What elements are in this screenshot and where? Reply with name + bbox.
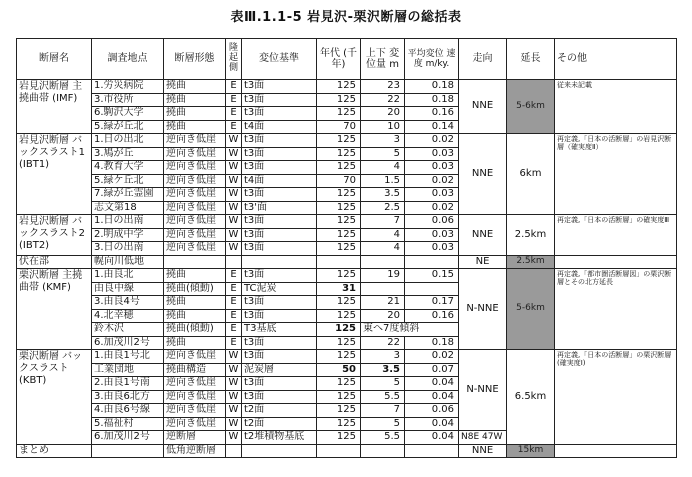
- fault-form: 逆向き低崖: [164, 188, 226, 202]
- uplift-side: E: [226, 282, 242, 296]
- offset-value: 20: [361, 309, 405, 323]
- table-body: [17, 80, 677, 458]
- rate-value: 0.02: [405, 201, 459, 215]
- rate-value: 0.04: [405, 417, 459, 431]
- header-length: 延長: [507, 39, 555, 80]
- strike-value: NNE: [459, 134, 507, 215]
- fault-form: 撓曲: [164, 120, 226, 134]
- fault-form: 逆向き低崖: [164, 377, 226, 391]
- header-offset: 上下 変位量 m: [361, 39, 405, 80]
- site-name: 4.教育大学: [92, 161, 164, 175]
- site-name: 工業団地: [92, 363, 164, 377]
- age-value: 31: [317, 282, 361, 296]
- rate-value: 0.18: [405, 93, 459, 107]
- fault-form: 逆向き低崖: [164, 161, 226, 175]
- fault-name: 栗沢断層 バックスラスト (KBT): [17, 350, 92, 445]
- marker-surface: t3面: [242, 188, 317, 202]
- age-value: 50: [317, 363, 361, 377]
- offset-value: 10: [361, 120, 405, 134]
- fault-form: 逆向き低崖: [164, 242, 226, 256]
- uplift-side: E: [226, 93, 242, 107]
- fault-form: 逆向き低崖: [164, 350, 226, 364]
- uplift-side: E: [226, 296, 242, 310]
- offset-value: 3.5: [361, 188, 405, 202]
- marker-surface: t4面: [242, 174, 317, 188]
- marker-surface: t3面: [242, 296, 317, 310]
- fault-form: 逆向き低崖: [164, 228, 226, 242]
- header-other: その他: [555, 39, 677, 80]
- empty-cell: [405, 444, 459, 458]
- site-name: 1.日の出南: [92, 215, 164, 229]
- strike-value: N-NNE: [459, 269, 507, 350]
- uplift-side: E: [226, 80, 242, 94]
- uplift-side: W: [226, 363, 242, 377]
- uplift-side: W: [226, 228, 242, 242]
- header-form: 断層形態: [164, 39, 226, 80]
- fault-form: 逆向き低崖: [164, 174, 226, 188]
- marker-surface: t3面: [242, 134, 317, 148]
- header-uplift: 隆起側: [226, 39, 242, 80]
- site-name: 5.緑が丘北: [92, 120, 164, 134]
- empty-cell: [242, 444, 317, 458]
- empty-cell: [226, 255, 242, 269]
- marker-surface: t3面: [242, 80, 317, 94]
- marker-surface: t3面: [242, 390, 317, 404]
- site-name: 6.加茂川2号: [92, 431, 164, 445]
- site-name: 幌向川低地: [92, 255, 164, 269]
- uplift-side: W: [226, 350, 242, 364]
- site-name: 由良中線: [92, 282, 164, 296]
- table-title: 表Ⅲ.1.1-5 岩見沢-栗沢断層の総括表: [230, 10, 462, 25]
- offset-value: 5: [361, 147, 405, 161]
- uplift-side: W: [226, 134, 242, 148]
- header-row: [17, 39, 677, 80]
- fault-form: 撓曲: [164, 80, 226, 94]
- length-value: 5-6km: [507, 80, 555, 134]
- fault-name: 伏在部: [17, 255, 92, 269]
- offset-value: 21: [361, 296, 405, 310]
- marker-surface: 泥炭層: [242, 363, 317, 377]
- rate-value: 0.04: [405, 390, 459, 404]
- site-name: 鈴木沢: [92, 323, 164, 337]
- strike-value: NNE: [459, 444, 507, 458]
- rate-value: 0.02: [405, 350, 459, 364]
- strike-value: N-NNE: [459, 350, 507, 431]
- age-value: 125: [317, 215, 361, 229]
- rate-value: 0.06: [405, 215, 459, 229]
- uplift-side: W: [226, 390, 242, 404]
- marker-surface: t3面: [242, 377, 317, 391]
- fault-form: 撓曲: [164, 269, 226, 283]
- rate-value: 0.03: [405, 228, 459, 242]
- other-note: 再定義,「日本の活断層」の栗沢断層(確実度Ⅰ): [555, 350, 677, 445]
- rate-value: 0.03: [405, 242, 459, 256]
- fault-form: 撓曲(傾動): [164, 282, 226, 296]
- offset-value: 23: [361, 80, 405, 94]
- site-name: 1.由良北: [92, 269, 164, 283]
- empty-cell: [92, 444, 164, 458]
- site-name: 7.緑が丘霊園: [92, 188, 164, 202]
- rate-value: 0.02: [405, 174, 459, 188]
- length-value: 6km: [507, 134, 555, 215]
- offset-value: 1.5: [361, 174, 405, 188]
- marker-surface: t3面: [242, 107, 317, 121]
- fault-form: 撓曲: [164, 296, 226, 310]
- uplift-side: E: [226, 107, 242, 121]
- fault-form: 撓曲: [164, 107, 226, 121]
- rate-value: 0.04: [405, 431, 459, 445]
- header-strike: 走向: [459, 39, 507, 80]
- age-value: 125: [317, 107, 361, 121]
- fault-name: 岩見沢断層 主撓曲帯 (IMF): [17, 80, 92, 134]
- offset-value: 2.5: [361, 201, 405, 215]
- rate-value: 0.17: [405, 296, 459, 310]
- site-name: 4.北幸穂: [92, 309, 164, 323]
- marker-surface: t2堆積物基底: [242, 431, 317, 445]
- age-value: 125: [317, 377, 361, 391]
- rate-value: 0.14: [405, 120, 459, 134]
- marker-surface: t3面: [242, 336, 317, 350]
- age-value: 125: [317, 296, 361, 310]
- table-row: [17, 134, 677, 148]
- age-value: 125: [317, 269, 361, 283]
- offset-value: 19: [361, 269, 405, 283]
- empty-cell: [226, 444, 242, 458]
- other-note: 再定義,「都市圏活断層図」の栗沢断層とその北方延長: [555, 269, 677, 350]
- site-name: 志文第18: [92, 201, 164, 215]
- offset-value: 4: [361, 242, 405, 256]
- offset-value: 5.5: [361, 390, 405, 404]
- other-note: 再定義,「日本の活断層」の岩見沢断層（確実度Ⅱ）: [555, 134, 677, 215]
- offset-value: 20: [361, 107, 405, 121]
- empty-cell: [242, 255, 317, 269]
- rate-value: 0.03: [405, 161, 459, 175]
- rate-value: 0.15: [405, 269, 459, 283]
- other-note: [555, 255, 677, 269]
- site-name: 1.由良1号北: [92, 350, 164, 364]
- fault-form: 逆向き低崖: [164, 417, 226, 431]
- marker-surface: t3'面: [242, 201, 317, 215]
- site-name: 4.由良6号線: [92, 404, 164, 418]
- marker-surface: t3面: [242, 309, 317, 323]
- rate-value: 0.03: [405, 188, 459, 202]
- offset-value: 22: [361, 93, 405, 107]
- summary-form: 低角逆断層: [164, 444, 226, 458]
- header-fault: 断層名: [17, 39, 92, 80]
- offset-value: 4: [361, 161, 405, 175]
- uplift-side: W: [226, 174, 242, 188]
- fault-form: 撓曲: [164, 309, 226, 323]
- empty-cell: [164, 255, 226, 269]
- marker-surface: t3面: [242, 147, 317, 161]
- offset-value: [361, 282, 405, 296]
- uplift-side: W: [226, 242, 242, 256]
- fault-form: 撓曲(傾動): [164, 323, 226, 337]
- rate-value: 0.18: [405, 336, 459, 350]
- age-value: 125: [317, 93, 361, 107]
- age-value: 125: [317, 309, 361, 323]
- age-value: 125: [317, 431, 361, 445]
- marker-surface: t3面: [242, 215, 317, 229]
- marker-surface: t3面: [242, 350, 317, 364]
- strike-value: NE: [459, 255, 507, 269]
- age-value: 125: [317, 390, 361, 404]
- age-value: 125: [317, 404, 361, 418]
- age-value: 125: [317, 147, 361, 161]
- site-name: 1.日の出北: [92, 134, 164, 148]
- marker-surface: TC泥炭: [242, 282, 317, 296]
- fault-name: 岩見沢断層 バックスラスト2 (IBT2): [17, 215, 92, 256]
- age-value: 70: [317, 174, 361, 188]
- marker-surface: t2面: [242, 404, 317, 418]
- site-name: 3.日の出南: [92, 242, 164, 256]
- marker-surface: t3面: [242, 242, 317, 256]
- site-name: 5.緑ケ丘北: [92, 174, 164, 188]
- marker-surface: t4面: [242, 120, 317, 134]
- table-row: [17, 80, 677, 94]
- age-value: 125: [317, 417, 361, 431]
- strike-value: NNE: [459, 215, 507, 256]
- fault-name: 岩見沢断層 バックスラスト1 (IBT1): [17, 134, 92, 215]
- age-value: 125: [317, 161, 361, 175]
- offset-value: 3: [361, 134, 405, 148]
- other-note: 再定義,「日本の活断層」の確実度Ⅲ: [555, 215, 677, 256]
- age-value: 125: [317, 228, 361, 242]
- fault-form: 逆向き低崖: [164, 201, 226, 215]
- offset-value: 22: [361, 336, 405, 350]
- empty-cell: [361, 444, 405, 458]
- uplift-side: W: [226, 377, 242, 391]
- length-value: 2.5km: [507, 215, 555, 256]
- uplift-side: E: [226, 120, 242, 134]
- fault-form: 逆断層: [164, 431, 226, 445]
- header-rate: 平均変位 速度 m/ky.: [405, 39, 459, 80]
- age-value: 125: [317, 134, 361, 148]
- age-value: 125: [317, 242, 361, 256]
- rate-value: 0.16: [405, 309, 459, 323]
- rate-value: 0.06: [405, 404, 459, 418]
- marker-surface: T3基底: [242, 323, 317, 337]
- strike-value: N8E 47W: [459, 431, 507, 445]
- age-value: 125: [317, 188, 361, 202]
- table-row: [17, 215, 677, 229]
- offset-value: 3: [361, 350, 405, 364]
- fault-form: 逆向き低崖: [164, 134, 226, 148]
- header-site: 調査地点: [92, 39, 164, 80]
- fault-form: 逆向き低崖: [164, 404, 226, 418]
- length-value: 2.5km: [507, 255, 555, 269]
- offset-value: 5.5: [361, 431, 405, 445]
- rate-value: 0.16: [405, 107, 459, 121]
- fault-form: 逆向き低崖: [164, 215, 226, 229]
- uplift-side: W: [226, 431, 242, 445]
- uplift-side: W: [226, 147, 242, 161]
- fault-form: 撓曲構造: [164, 363, 226, 377]
- site-name: 3.鳩が丘: [92, 147, 164, 161]
- uplift-side: E: [226, 336, 242, 350]
- site-name: 6.加茂川2号: [92, 336, 164, 350]
- empty-cell: [317, 255, 361, 269]
- offset-value: 東へ7度傾斜: [361, 323, 459, 337]
- table-row: [17, 350, 677, 364]
- marker-surface: t2面: [242, 417, 317, 431]
- fault-form: 撓曲: [164, 93, 226, 107]
- rate-value: 0.18: [405, 80, 459, 94]
- age-value: 125: [317, 201, 361, 215]
- rate-value: 0.02: [405, 134, 459, 148]
- uplift-side: E: [226, 269, 242, 283]
- rate-value: 0.03: [405, 147, 459, 161]
- fault-form: 逆向き低崖: [164, 147, 226, 161]
- fault-name: 栗沢断層 主撓曲帯 (KMF): [17, 269, 92, 350]
- marker-surface: t3面: [242, 228, 317, 242]
- offset-value: 7: [361, 404, 405, 418]
- empty-cell: [405, 255, 459, 269]
- offset-value: 3.5: [361, 363, 405, 377]
- offset-value: 7: [361, 215, 405, 229]
- marker-surface: t3面: [242, 269, 317, 283]
- empty-cell: [317, 444, 361, 458]
- header-age: 年代 (千年): [317, 39, 361, 80]
- uplift-side: W: [226, 404, 242, 418]
- summary-row: [17, 444, 677, 458]
- rate-value: 0.04: [405, 377, 459, 391]
- uplift-side: W: [226, 161, 242, 175]
- table-row: [17, 255, 677, 269]
- site-name: 3.由良4号: [92, 296, 164, 310]
- length-value: 6.5km: [507, 350, 555, 445]
- length-value: 5-6km: [507, 269, 555, 350]
- marker-surface: t3面: [242, 93, 317, 107]
- uplift-side: W: [226, 417, 242, 431]
- summary-label: まとめ: [17, 444, 92, 458]
- offset-value: 5: [361, 377, 405, 391]
- fault-summary-table: [16, 38, 677, 458]
- site-name: 3.市役所: [92, 93, 164, 107]
- offset-value: 4: [361, 228, 405, 242]
- offset-value: 5: [361, 417, 405, 431]
- site-name: 6.駒沢大学: [92, 107, 164, 121]
- fault-form: 撓曲: [164, 336, 226, 350]
- age-value: 125: [317, 80, 361, 94]
- rate-value: 0.07: [405, 363, 459, 377]
- empty-cell: [361, 255, 405, 269]
- marker-surface: t3面: [242, 161, 317, 175]
- site-name: 5.福祉村: [92, 417, 164, 431]
- age-value: 125: [317, 336, 361, 350]
- uplift-side: E: [226, 309, 242, 323]
- other-note: [555, 444, 677, 458]
- site-name: 2.由良1号南: [92, 377, 164, 391]
- age-value: 125: [317, 323, 361, 337]
- table-row: [17, 269, 677, 283]
- site-name: 1.労災病院: [92, 80, 164, 94]
- site-name: 2.明成中学: [92, 228, 164, 242]
- header-marker: 変位基準: [242, 39, 317, 80]
- length-value: 15km: [507, 444, 555, 458]
- uplift-side: W: [226, 215, 242, 229]
- age-value: 125: [317, 350, 361, 364]
- strike-value: NNE: [459, 80, 507, 134]
- uplift-side: E: [226, 323, 242, 337]
- uplift-side: W: [226, 201, 242, 215]
- uplift-side: W: [226, 188, 242, 202]
- fault-form: 逆向き低崖: [164, 390, 226, 404]
- age-value: 70: [317, 120, 361, 134]
- other-note: 従来未記載: [555, 80, 677, 134]
- site-name: 3.由良6北方: [92, 390, 164, 404]
- rate-value: [405, 282, 459, 296]
